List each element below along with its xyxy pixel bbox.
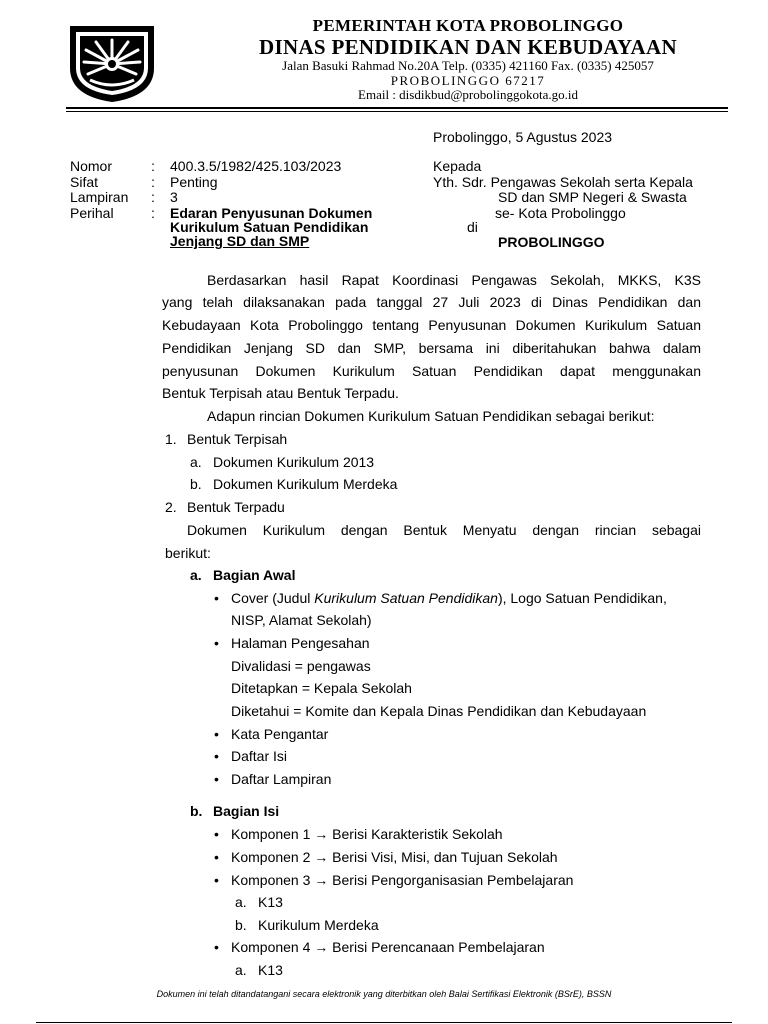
perihal-label: Perihal — [70, 205, 114, 221]
footer-signature-note: Dokumen ini telah ditandatangani secara elektronik yang diterbitkan oleh Balai Sertifikasi Elektronik (BSrE), BSSN — [156, 989, 612, 999]
list-number-1: 1. — [165, 431, 177, 447]
recipient-line-3: se- Kota Probolinggo — [495, 205, 626, 221]
sifat-colon: : — [151, 174, 155, 190]
bullet-item-komponen-3: Komponen 3 → Berisi Pengorganisasian Pembelajaran — [231, 872, 574, 888]
bullet-icon: • — [214, 726, 219, 742]
letterhead-department: DINAS PENDIDIKAN DAN KEBUDAYAAN — [259, 35, 677, 59]
komponen-3-mark-a: a. — [235, 894, 247, 910]
komponen-4-item-k13: K13 — [258, 962, 283, 978]
recipient-line-2: SD dan SMP Negeri & Swasta — [498, 189, 687, 205]
bullet-item-komponen-1: Komponen 1 → Berisi Karakteristik Sekolah — [231, 826, 503, 842]
letterhead-city: PROBOLINGGO 67217 — [390, 73, 546, 88]
bullet-item-komponen-2: Komponen 2 → Berisi Visi, Misi, dan Tujuan Sekolah — [231, 849, 558, 865]
komponen-4-mark-a: a. — [235, 962, 247, 978]
body-paragraph-2: Adapun rincian Dokumen Kurikulum Satuan Pendidikan sebagai berikut: — [207, 408, 655, 424]
lampiran-value: 3 — [170, 189, 178, 205]
lampiran-colon: : — [151, 189, 155, 205]
list-number-2: 2. — [165, 499, 177, 515]
komponen-3-mark-b: b. — [235, 917, 247, 933]
halaman-divalidasi: Divalidasi = pengawas — [231, 658, 371, 674]
body-paragraph-1-line-5: penyusunan Dokumen Kurikulum Satuan Pendidikan dapat menggunakan — [162, 363, 701, 379]
body-paragraph-1-line-3: Kebudayaan Kota Probolinggo tentang Penyusunan Dokumen Kurikulum Satuan — [162, 317, 701, 333]
recipient-line-1: Yth. Sdr. Pengawas Sekolah serta Kepala — [433, 174, 693, 190]
list-item-bentuk-terpisah: Bentuk Terpisah — [187, 431, 288, 447]
sublist-item-kurikulum-2013: Dokumen Kurikulum 2013 — [213, 454, 375, 470]
bullet-icon: • — [214, 635, 219, 651]
letterhead-rule-thin — [66, 111, 728, 112]
bullet-icon: • — [214, 771, 219, 787]
lampiran-label: Lampiran — [70, 189, 129, 205]
recipient-city: PROBOLINGGO — [498, 234, 605, 250]
letter-date: Probolinggo, 5 Agustus 2023 — [433, 129, 613, 145]
terpadu-description-line-1: Dokumen Kurikulum dengan Bentuk Menyatu dengan rincian sebagai — [187, 522, 701, 538]
halaman-diketahui: Diketahui = Komite dan Kepala Dinas Pendidikan dan Kebudayaan — [231, 703, 647, 719]
nomor-colon: : — [151, 158, 155, 174]
perihal-line-3: Jenjang SD dan SMP — [170, 233, 310, 249]
letterhead-government: PEMERINTAH KOTA PROBOLINGGO — [312, 16, 624, 35]
sifat-value: Penting — [170, 174, 218, 190]
bullet-item-daftar-isi: Daftar Isi — [231, 748, 288, 764]
recipient-di: di — [467, 219, 478, 235]
bullet-item-cover-cont: NISP, Alamat Sekolah) — [231, 612, 372, 628]
section-b-mark: b. — [190, 803, 203, 819]
sublist-item-kurikulum-merdeka: Dokumen Kurikulum Merdeka — [213, 476, 398, 492]
section-a-mark: a. — [190, 567, 202, 583]
bullet-item-komponen-4: Komponen 4 → Berisi Perencanaan Pembelajaran — [231, 939, 545, 955]
letterhead-address: Jalan Basuki Rahmad No.20A Telp. (0335) 421160 Fax. (0335) 425057 — [282, 58, 654, 73]
bullet-icon: • — [214, 872, 219, 888]
sublist-mark-a: a. — [190, 454, 202, 470]
komponen-3-item-k13: K13 — [258, 894, 283, 910]
section-b-title: Bagian Isi — [213, 803, 280, 819]
terpadu-description-line-2: berikut: — [165, 545, 211, 561]
section-a-title: Bagian Awal — [213, 567, 296, 583]
letterhead-email: Email : disdikbud@probolinggokota.go.id — [358, 87, 578, 102]
bullet-item-kata-pengantar: Kata Pengantar — [231, 726, 329, 742]
nomor-value: 400.3.5/1982/425.103/2023 — [170, 158, 342, 174]
body-paragraph-1-line-1: Berdasarkan hasil Rapat Koordinasi Pengawas Sekolah, MKKS, K3S — [207, 272, 701, 288]
body-paragraph-1-line-2: yang telah dilaksanakan pada tanggal 27 Juli 2023 di Dinas Pendidikan dan — [162, 294, 701, 310]
bullet-icon: • — [214, 748, 219, 764]
perihal-line-2: Kurikulum Satuan Pendidikan — [170, 219, 369, 235]
komponen-3-item-merdeka: Kurikulum Merdeka — [258, 917, 379, 933]
letterhead-rule-thick — [66, 107, 728, 109]
perihal-line-1: Edaran Penyusunan Dokumen — [170, 205, 373, 221]
sifat-label: Sifat — [70, 174, 99, 190]
bullet-item-daftar-lampiran: Daftar Lampiran — [231, 771, 332, 787]
bullet-icon: • — [214, 590, 219, 606]
list-item-bentuk-terpadu: Bentuk Terpadu — [187, 499, 285, 515]
perihal-colon: : — [151, 205, 155, 221]
recipient-kepada: Kepada — [433, 158, 482, 174]
nomor-label: Nomor — [70, 158, 113, 174]
body-paragraph-1-line-6: Bentuk Terpisah atau Bentuk Terpadu. — [162, 385, 399, 401]
bullet-item-cover: Cover (Judul Kurikulum Satuan Pendidikan), Logo Satuan Pendidikan, — [231, 590, 667, 606]
footer-rule — [36, 1022, 732, 1023]
sublist-mark-b: b. — [190, 476, 202, 492]
city-emblem-logo — [68, 24, 156, 104]
bullet-icon: • — [214, 939, 219, 955]
bullet-item-halaman-pengesahan: Halaman Pengesahan — [231, 635, 370, 651]
halaman-ditetapkan: Ditetapkan = Kepala Sekolah — [231, 680, 412, 696]
bullet-icon: • — [214, 849, 219, 865]
body-paragraph-1-line-4: Pendidikan Jenjang SD dan SMP, bersama ini diberitahukan bahwa dalam — [162, 340, 701, 356]
bullet-icon: • — [214, 826, 219, 842]
